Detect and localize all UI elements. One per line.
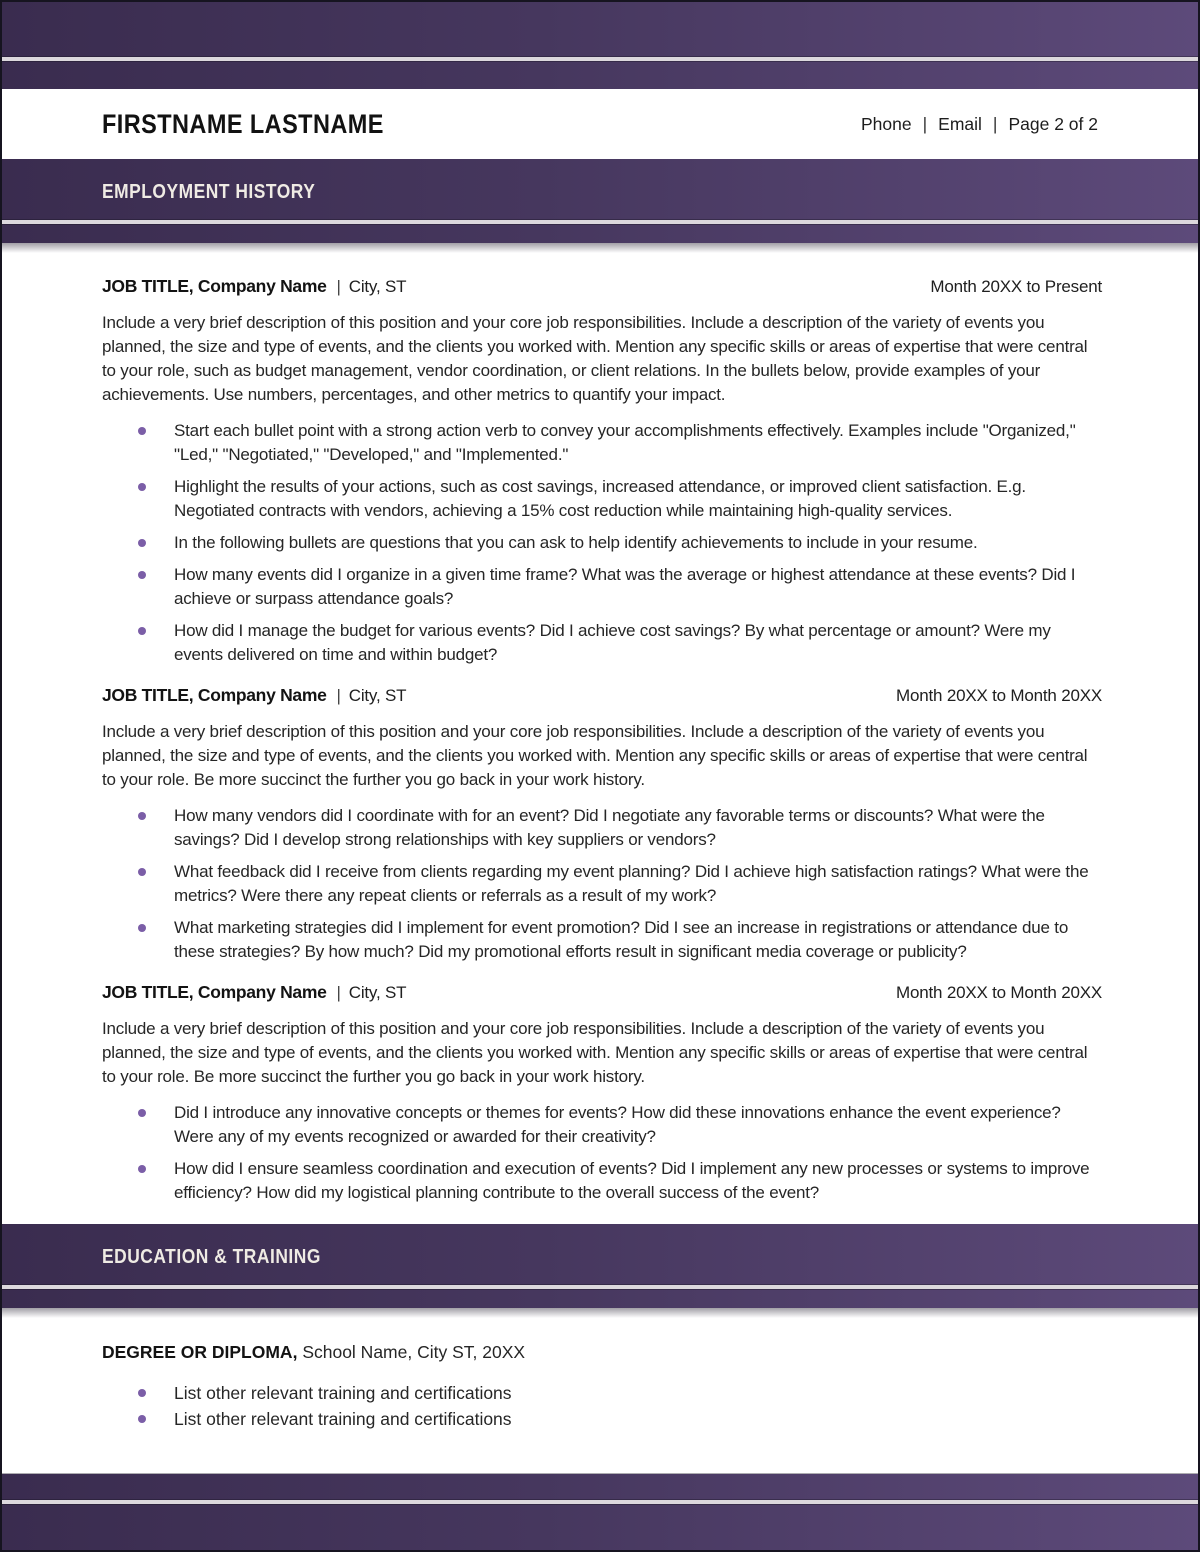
list-item: How many vendors did I coordinate with for an event? Did I negotiate any favorable terms or discounts? What were the savings? Did I develop strong relationships with key suppliers or vendors? <box>102 804 1102 852</box>
footer-band-divider-line <box>2 1500 1198 1504</box>
list-item: How many events did I organize in a given time frame? What was the average or highest attendance at these events? Did I achieve or surpass attendance goals? <box>102 563 1102 611</box>
degree-line <box>102 1340 1102 1364</box>
job-1-dates: Month 20XX to Present <box>930 277 1102 296</box>
education-bullet-list <box>102 1380 1102 1432</box>
page-title-text: FIRSTNAME LASTNAME <box>102 108 384 139</box>
list-item: What feedback did I receive from clients regarding my event planning? Did I achieve high satisfaction ratings? What were the metrics? Were there any repeat clients or referrals as a result of my work? <box>102 860 1102 908</box>
job-1-separator: | <box>336 277 341 296</box>
job-2-title: JOB TITLE, Company Name <box>102 685 327 705</box>
list-item: Did I introduce any innovative concepts or themes for events? How did these innovations enhance the event experience? Were any of my events recognized or awarded for their creativity? <box>102 1101 1102 1149</box>
degree-title: DEGREE OR DIPLOMA, <box>102 1342 298 1362</box>
list-item: How did I manage the budget for various events? Did I achieve cost savings? By what percentage or amount? Were my events delivered on time and within budget? <box>102 619 1102 667</box>
bottom-decorative-band <box>2 1474 1198 1552</box>
job-3-header <box>102 980 1102 1005</box>
education-band-divider-line <box>2 1285 1198 1289</box>
job-2-separator: | <box>336 686 341 705</box>
page-number-label: Page 2 of 2 <box>1008 113 1098 134</box>
employment-content <box>102 242 1102 1213</box>
job-entry-1 <box>102 274 1102 667</box>
job-3-dates: Month 20XX to Month 20XX <box>896 983 1102 1002</box>
contact-phone[interactable]: Phone <box>861 113 912 134</box>
list-item: In the following bullets are questions that you can ask to help identify achievements to include in your resume. <box>102 531 1102 555</box>
employment-section-band <box>2 159 1198 243</box>
job-1-header <box>102 274 1102 299</box>
list-item: What marketing strategies did I implement for event promotion? Did I see an increase in registrations or attendance due to these strategies? By how much? Did my promotional efforts result in significant media coverage or publicity? <box>102 916 1102 964</box>
job-2-header <box>102 683 1102 708</box>
degree-details: School Name, City ST, 20XX <box>302 1342 526 1362</box>
job-entry-2 <box>102 683 1102 964</box>
job-entry-3 <box>102 980 1102 1205</box>
education-content <box>102 1308 1102 1432</box>
contact-separator: | <box>922 113 928 134</box>
list-item: List other relevant training and certifications <box>102 1406 1102 1432</box>
job-2-location: City, ST <box>348 686 407 705</box>
job-3-title-row <box>102 980 406 1005</box>
education-section-band <box>2 1224 1198 1308</box>
employment-band-divider-line <box>2 220 1198 224</box>
job-1-location: City, ST <box>348 277 407 296</box>
job-1-description: Include a very brief description of this position and your core job responsibilities. Include a description of the variety of events you planned, the size and type of events, and the clients you worked with. Mention any specific skills or areas of expertise that were central to your role, such as budget management, vendor coordination, or client relations. In the bullets below, provide examples of your achievements. Use numbers, percentages, and other metrics to quantify your impact. <box>102 313 1088 404</box>
job-1-title: JOB TITLE, Company Name <box>102 276 327 296</box>
list-item: How did I ensure seamless coordination and execution of events? Did I implement any new processes or systems to improve efficiency? How did my logistical planning contribute to the overall success of the event? <box>102 1157 1102 1205</box>
job-3-location: City, ST <box>348 983 407 1002</box>
contact-email[interactable]: Email <box>938 113 982 134</box>
contact-separator: | <box>992 113 998 134</box>
list-item: Highlight the results of your actions, such as cost savings, increased attendance, or improved client satisfaction. E.g. Negotiated contracts with vendors, achieving a 15% cost reduction while maintaining high-quality services. <box>102 475 1102 523</box>
top-decorative-band <box>2 2 1198 89</box>
list-item: List other relevant training and certifications <box>102 1380 1102 1406</box>
header-contact <box>861 114 1098 135</box>
job-2-description: Include a very brief description of this position and your core job responsibilities. Include a description of the variety of events you planned, the size and type of events, and the clients you worked with. Mention any specific skills or areas of expertise that were central to your role. Be more succinct the further you go back in your work history. <box>102 722 1088 789</box>
page-title <box>102 109 426 140</box>
top-band-divider-line <box>2 57 1198 61</box>
job-1-bullet-list <box>102 419 1102 667</box>
job-3-bullet-list <box>102 1101 1102 1205</box>
employment-section-title: EMPLOYMENT HISTORY <box>102 181 316 203</box>
job-2-dates: Month 20XX to Month 20XX <box>896 686 1102 705</box>
job-3-separator: | <box>336 983 341 1002</box>
education-section-title: EDUCATION & TRAINING <box>102 1246 321 1268</box>
job-1-title-row <box>102 274 406 299</box>
list-item: Start each bullet point with a strong action verb to convey your accomplishments effectively. Examples include "Organized," "Led," "Negotiated," "Developed," and "Implemented." <box>102 419 1102 467</box>
job-3-description: Include a very brief description of this position and your core job responsibilities. Include a description of the variety of events you planned, the size and type of events, and the clients you worked with. Mention any specific skills or areas of expertise that were central to your role. Be more succinct the further you go back in your work history. <box>102 1019 1088 1086</box>
page-header <box>2 89 1198 159</box>
job-2-title-row <box>102 683 406 708</box>
job-2-bullet-list <box>102 804 1102 964</box>
job-3-title: JOB TITLE, Company Name <box>102 982 327 1002</box>
